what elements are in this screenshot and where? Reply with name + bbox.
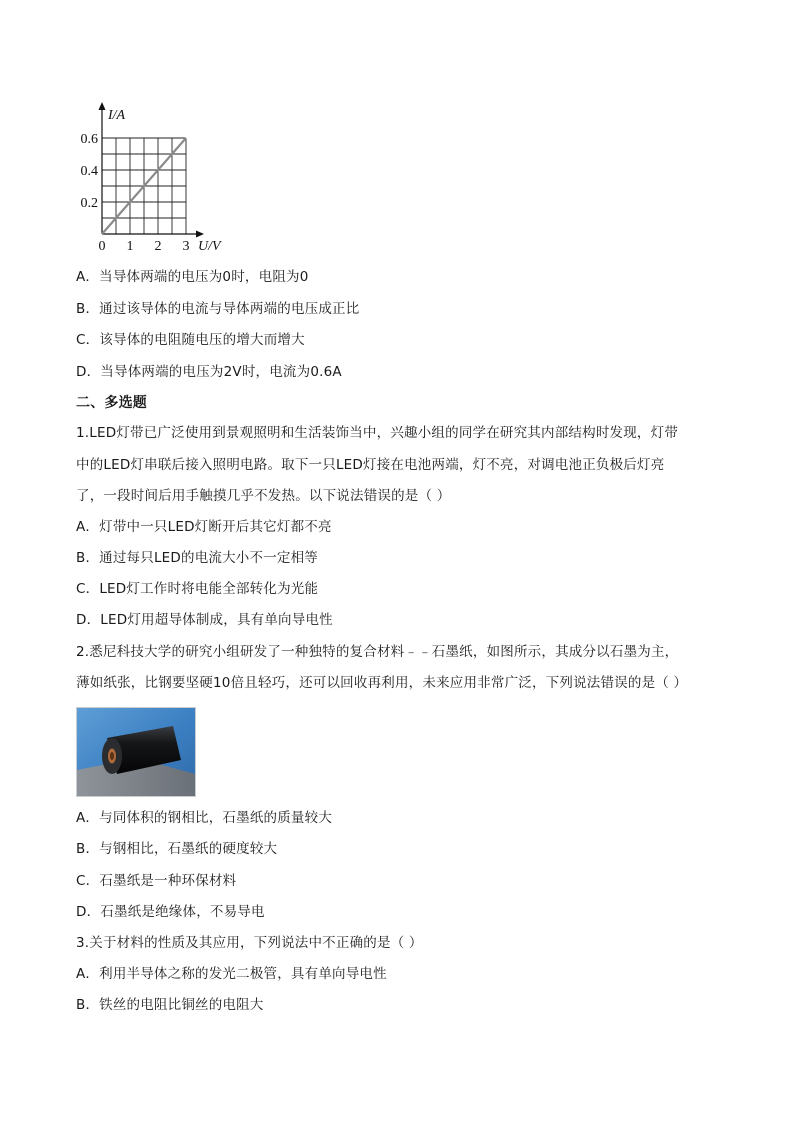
prev-option-a: A．当导体两端的电压为0时，电阻为0 [76, 269, 309, 285]
chart-tick-labels [81, 132, 190, 254]
x-tick-label: 0 [98, 239, 106, 254]
y-tick-label: 0.4 [80, 164, 98, 179]
y-tick-label: 0.6 [80, 132, 98, 147]
q1-option-c: C．LED灯工作时将电能全部转化为光能 [76, 581, 319, 597]
q1-option-b: B．通过每只LED的电流大小不一定相等 [76, 550, 319, 566]
q1-option-d: D．LED灯用超导体制成，具有单向导电性 [76, 612, 333, 628]
q1-stem-line-3: 了，一段时间后用手触摸几乎不发热。以下说法错误的是（ ） [76, 488, 451, 504]
q2-option-c: C．石墨纸是一种环保材料 [76, 873, 237, 889]
y-axis-label: I/A [108, 108, 126, 123]
section-title: 二、多选题 [76, 395, 147, 411]
q2-stem-line-1: 2.悉尼科技大学的研究小组研发了一种独特的复合材料﹣﹣石墨纸，如图所示，其成分以石墨为主， [76, 644, 679, 660]
q1-stem-line-2: 中的LED灯串联后接入照明电路。取下一只LED灯接在电池两端，灯不亮，对调电池正负极后灯亮 [76, 457, 665, 473]
y-axis-arrow [99, 102, 106, 110]
q3-option-b: B．铁丝的电阻比铜丝的电阻大 [76, 997, 264, 1013]
y-tick-label: 0.2 [80, 196, 98, 211]
current-voltage-chart [72, 98, 232, 258]
q1-stem-line-1: 1.LED灯带已广泛使用到景观照明和生活装饰当中，兴趣小组的同学在研究其内部结构时发现，灯带 [76, 425, 679, 441]
q3-option-a: A．利用半导体之称的发光二极管，具有单向导电性 [76, 966, 387, 982]
x-tick-label: 2 [154, 239, 162, 254]
q2-stem-line-2: 薄如纸张，比钢要坚硬10倍且轻巧，还可以回收再利用，未来应用非常广泛，下列说法错误的是（ ） [76, 675, 688, 691]
x-axis-arrow [196, 231, 204, 238]
q3-stem-line-1: 3.关于材料的性质及其应用，下列说法中不正确的是（ ） [76, 935, 423, 951]
graphite-paper-photo [76, 707, 196, 797]
prev-option-c: C．该导体的电阻随电压的增大而增大 [76, 332, 305, 348]
prev-option-d: D．当导体两端的电压为2V时，电流为0.6A [76, 364, 342, 380]
prev-option-b: B．通过该导体的电流与导体两端的电压成正比 [76, 301, 360, 317]
x-tick-label: 1 [126, 239, 134, 254]
x-tick-label: 3 [182, 239, 190, 254]
q2-option-b: B．与钢相比，石墨纸的硬度较大 [76, 841, 278, 857]
q2-option-d: D．石墨纸是绝缘体，不易导电 [76, 904, 265, 920]
q2-option-a: A．与同体积的钢相比，石墨纸的质量较大 [76, 810, 333, 826]
q1-option-a: A．灯带中一只LED灯断开后其它灯都不亮 [76, 519, 332, 535]
x-axis-label: U/V [198, 239, 221, 254]
